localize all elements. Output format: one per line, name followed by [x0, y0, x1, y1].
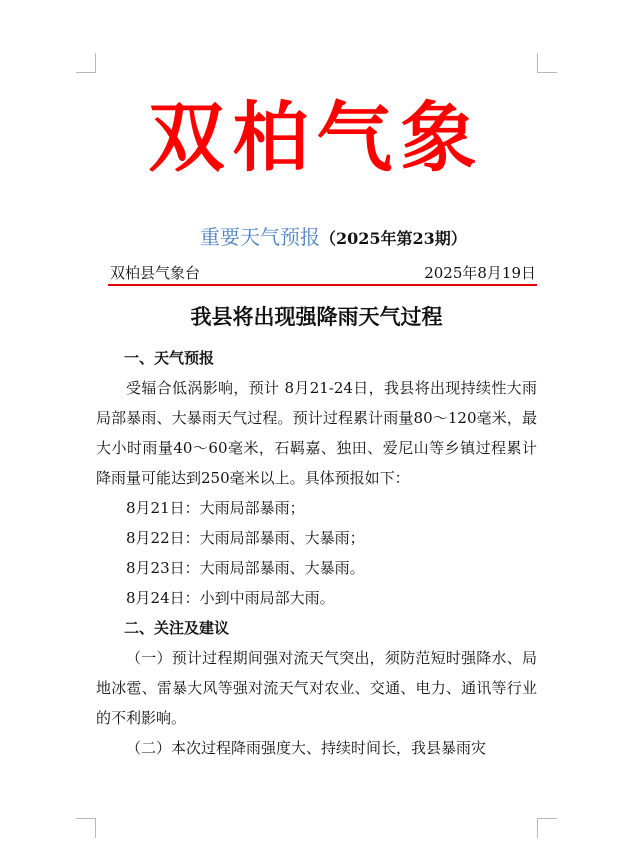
advice-paragraph: （二）本次过程降雨强度大、持续时间长，我县暴雨灾: [126, 739, 487, 757]
crop-mark-top-right-v: [537, 53, 538, 73]
document-body: [96, 343, 537, 763]
issue-line: [200, 222, 467, 254]
red-divider-line: [108, 284, 537, 286]
crop-mark-bottom-left-h: [76, 818, 96, 819]
forecast-paragraph: 受辐合低涡影响，预计 8月21-24日，我县将出现持续性大雨局部暴雨、大暴雨天气过程。预计过程累计雨量80～120毫米，最大小时雨量40～60毫米，石羁嘉、独田、爱尼山等乡镇过程累计降雨量可能达到250毫米以上。具体预报如下：: [96, 379, 537, 487]
advice-paragraph: （一）预计过程期间强对流天气突出，须防范短时强降水、局地冰雹、雷暴大风等强对流天气对农业、交通、电力、通讯等行业的不利影响。: [96, 649, 537, 727]
crop-mark-bottom-left-v: [95, 818, 96, 838]
crop-mark-top-left-v: [95, 53, 96, 73]
section-heading-advice: 二、关注及建议: [124, 619, 230, 637]
forecast-day-item: 8月22日：大雨局部暴雨、大暴雨；: [126, 529, 365, 547]
issue-number: （2025年第23期）: [320, 229, 467, 248]
document-headline: 我县将出现强降雨天气过程: [190, 304, 443, 329]
forecast-day-item: 8月21日：大雨局部暴雨；: [126, 499, 305, 517]
crop-mark-top-left-h: [76, 72, 96, 73]
issuer-name: 双柏县气象台: [110, 264, 201, 282]
crop-mark-top-right-h: [537, 72, 557, 73]
issue-date: 2025年8月19日: [424, 264, 536, 282]
section-heading-forecast: 一、天气预报: [124, 349, 215, 367]
crop-mark-bottom-right-v: [537, 818, 538, 838]
crop-mark-bottom-right-h: [537, 818, 557, 819]
masthead-title: 双柏气象: [148, 93, 485, 182]
issue-title: 重要天气预报: [200, 225, 320, 249]
forecast-day-item: 8月24日：小到中雨局部大雨。: [126, 589, 335, 607]
forecast-day-item: 8月23日：大雨局部暴雨、大暴雨。: [126, 559, 365, 577]
